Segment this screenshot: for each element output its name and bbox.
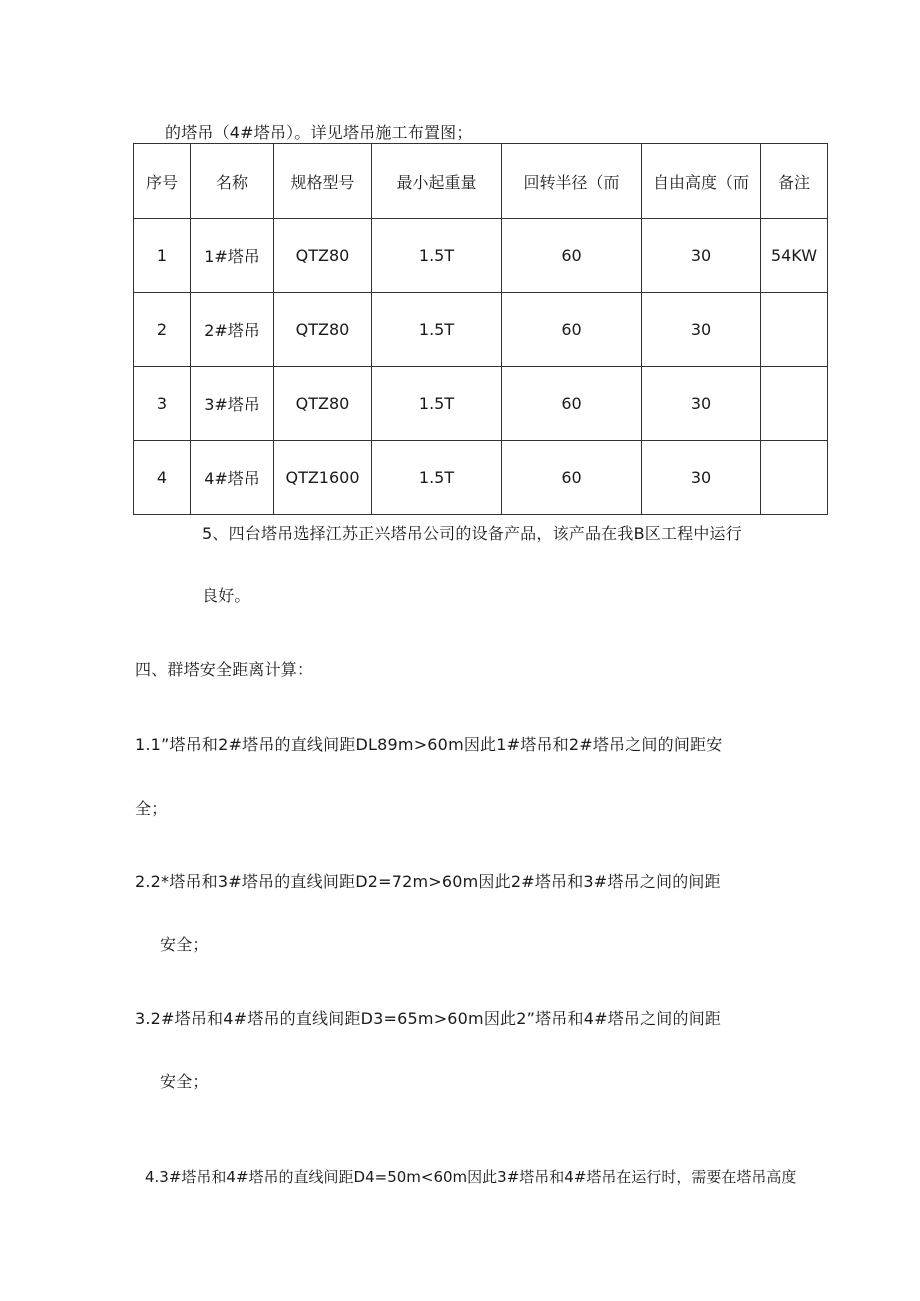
paragraph-5-line-1: 5、四台塔吊选择江苏正兴塔吊公司的设备产品，该产品在我B区工程中运行 [202,524,742,543]
cell-index: 2 [134,293,191,367]
cell-model: QTZ1600 [274,441,372,515]
cell-height: 30 [642,293,761,367]
cell-name: 2#塔吊 [191,293,274,367]
cell-index: 3 [134,367,191,441]
table-header-row [134,144,828,219]
calc-1-line-2: 全； [135,799,168,818]
cell-height: 30 [642,219,761,293]
calc-3-line-2: 安全； [160,1072,209,1091]
header-cell: 名称 [191,144,274,219]
cell-radius: 60 [502,293,642,367]
cell-name: 3#塔吊 [191,367,274,441]
header-cell: 备注 [761,144,828,219]
tower-crane-spec-table [133,143,828,515]
table-row [134,219,828,293]
calc-4-line-1: 4.3#塔吊和4#塔吊的直线间距D4=50m<60m因此3#塔吊和4#塔吊在运行时，需要在塔吊高度 [145,1168,797,1186]
cell-model: QTZ80 [274,219,372,293]
calc-2-line-1: 2.2*塔吊和3#塔吊的直线间距D2=72m>60m因此2#塔吊和3#塔吊之间的间距 [135,872,721,891]
cell-height: 30 [642,367,761,441]
cell-height: 30 [642,441,761,515]
calc-1-line-1: 1.1”塔吊和2#塔吊的直线间距DL89m>60m因此1#塔吊和2#塔吊之间的间距安 [135,735,723,754]
cell-min-load: 1.5T [372,293,502,367]
cell-remark: 54KW [761,219,828,293]
cell-index: 1 [134,219,191,293]
calc-2-line-2: 安全； [160,935,209,954]
cell-remark [761,441,828,515]
header-cell: 规格型号 [274,144,372,219]
cell-min-load: 1.5T [372,441,502,515]
cell-model: QTZ80 [274,293,372,367]
cell-radius: 60 [502,441,642,515]
cell-index: 4 [134,441,191,515]
cell-remark [761,293,828,367]
header-cell: 自由高度（而 [642,144,761,219]
table-row [134,293,828,367]
cell-radius: 60 [502,219,642,293]
cell-min-load: 1.5T [372,219,502,293]
cell-remark [761,367,828,441]
intro-line: 的塔吊（4#塔吊）。详见塔吊施工布置图； [165,123,473,142]
header-cell: 最小起重量 [372,144,502,219]
paragraph-5-line-2: 良好。 [202,586,251,605]
cell-name: 4#塔吊 [191,441,274,515]
table-row [134,441,828,515]
cell-radius: 60 [502,367,642,441]
cell-min-load: 1.5T [372,367,502,441]
cell-name: 1#塔吊 [191,219,274,293]
calc-3-line-1: 3.2#塔吊和4#塔吊的直线间距D3=65m>60m因此2”塔吊和4#塔吊之间的间距 [135,1009,722,1028]
cell-model: QTZ80 [274,367,372,441]
table-row [134,367,828,441]
header-cell: 回转半径（而 [502,144,642,219]
section-4-title: 四、群塔安全距离计算： [135,660,314,679]
header-cell: 序号 [134,144,191,219]
